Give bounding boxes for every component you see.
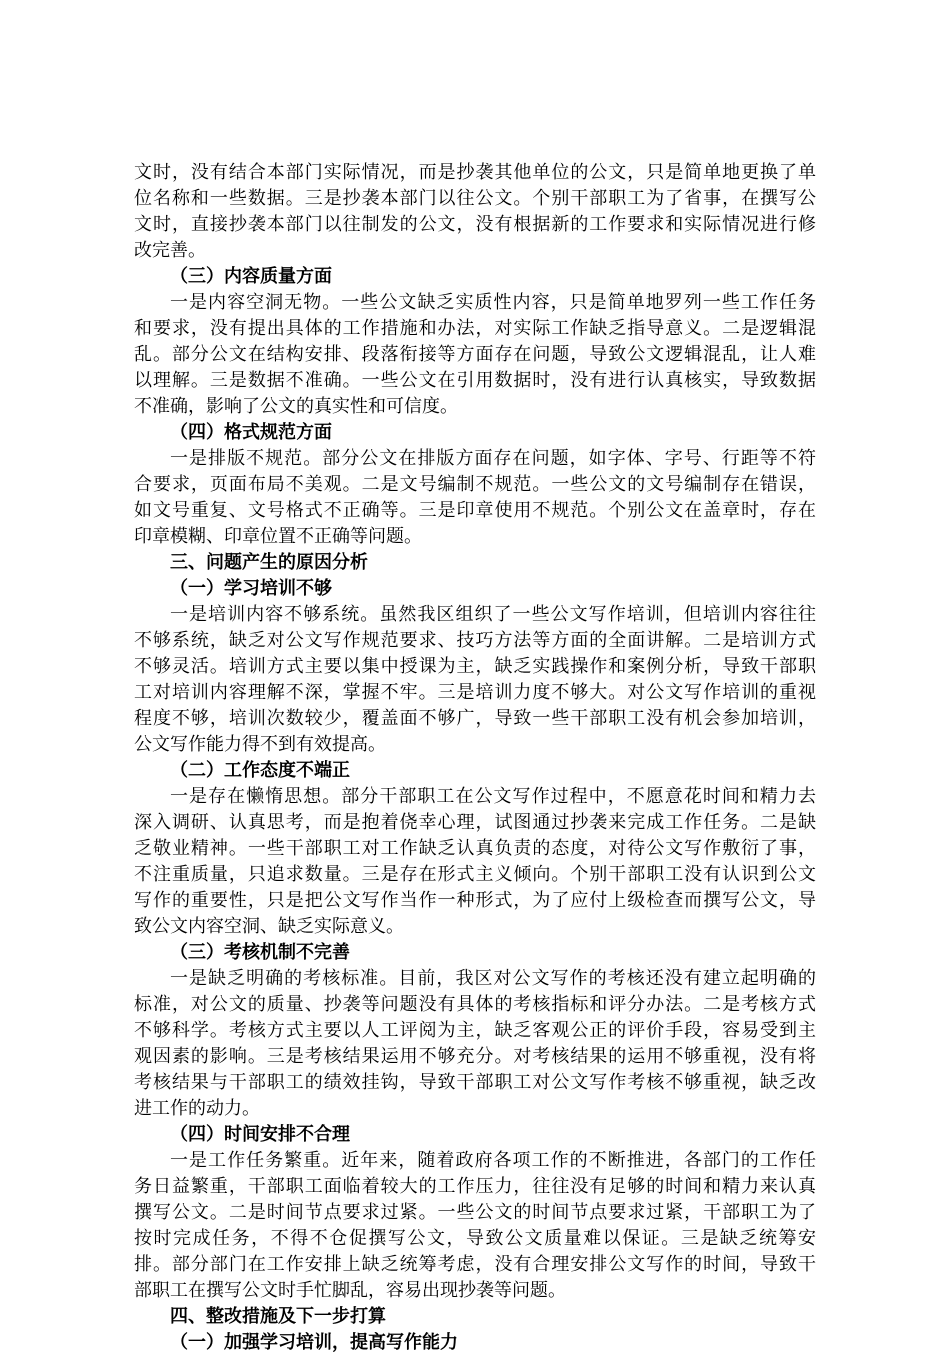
- text-line: 和要求，没有提出具体的工作措施和办法，对实际工作缺乏指导意义。二是逻辑混: [134, 318, 816, 339]
- text-line: 写作的重要性，只是把公文写作当作一种形式，为了应付上级检查而撰写公文，导: [134, 890, 816, 911]
- text-line: 进工作的动力。: [134, 1098, 260, 1119]
- text-line: 不够系统，缺乏对公文写作规范要求、技巧方法等方面的全面讲解。二是培训方式: [134, 630, 816, 651]
- section-heading: 三、问题产生的原因分析: [170, 552, 368, 573]
- text-line: 考核结果与干部职工的绩效挂钩，导致干部职工对公文写作考核不够重视，缺乏改: [134, 1072, 816, 1093]
- text-line: 公文写作能力得不到有效提高。: [134, 734, 386, 755]
- text-line: 文时，直接抄袭本部门以往制发的公文，没有根据新的工作要求和实际情况进行修: [134, 214, 816, 235]
- text-line: 乏敬业精神。一些干部职工对工作缺乏认真负责的态度，对待公文写作敷衍了事，: [134, 838, 816, 859]
- text-line: 不够科学。考核方式主要以人工评阅为主，缺乏客观公正的评价手段，容易受到主: [134, 1020, 816, 1041]
- text-line: 以理解。三是数据不准确。一些公文在引用数据时，没有进行认真核实，导致数据: [134, 370, 816, 391]
- section-heading: （一）加强学习培训，提高写作能力: [170, 1332, 458, 1353]
- paragraph: [134, 290, 816, 420]
- text-line: 程度不够，培训次数较少，覆盖面不够广，导致一些干部职工没有机会参加培训，: [134, 708, 816, 729]
- section-heading: （三）内容质量方面: [170, 266, 332, 287]
- section-heading: （三）考核机制不完善: [170, 942, 350, 963]
- section-heading: （四）格式规范方面: [170, 422, 332, 443]
- paragraph: [134, 784, 816, 940]
- text-line: 务日益繁重，干部职工面临着较大的工作压力，往往没有足够的时间和精力来认真: [134, 1176, 816, 1197]
- text-line: 印章模糊、印章位置不正确等问题。: [134, 526, 422, 547]
- text-line: 一是缺乏明确的考核标准。目前，我区对公文写作的考核还没有建立起明确的: [170, 968, 816, 989]
- text-line: 撰写公文。二是时间节点要求过紧。一些公文的时间节点要求过紧，干部职工为了: [134, 1202, 816, 1223]
- text-line: 一是存在懒惰思想。部分干部职工在公文写作过程中，不愿意花时间和精力去: [170, 786, 816, 807]
- text-line: 深入调研、认真思考，而是抱着侥幸心理，试图通过抄袭来完成工作任务。二是缺: [134, 812, 816, 833]
- paragraph: [134, 1148, 816, 1304]
- section-heading: 四、整改措施及下一步打算: [170, 1306, 386, 1327]
- paragraph: [134, 602, 816, 758]
- document-page: [134, 160, 816, 1356]
- text-line: 按时完成任务，不得不仓促撰写公文，导致公文质量难以保证。三是缺乏统筹安: [134, 1228, 816, 1249]
- text-line: 一是内容空洞无物。一些公文缺乏实质性内容，只是简单地罗列一些工作任务: [170, 292, 816, 313]
- text-line: 不准确，影响了公文的真实性和可信度。: [134, 396, 458, 417]
- text-line: 致公文内容空洞、缺乏实际意义。: [134, 916, 404, 937]
- paragraph: [134, 446, 816, 550]
- paragraph: [134, 966, 816, 1122]
- text-line: 一是培训内容不够系统。虽然我区组织了一些公文写作培训，但培训内容往往: [170, 604, 816, 625]
- text-line: 观因素的影响。三是考核结果运用不够充分。对考核结果的运用不够重视，没有将: [134, 1046, 816, 1067]
- text-line: 乱。部分公文在结构安排、段落衔接等方面存在问题，导致公文逻辑混乱，让人难: [134, 344, 816, 365]
- text-line: 标准，对公文的质量、抄袭等问题没有具体的考核指标和评分办法。二是考核方式: [134, 994, 816, 1015]
- text-line: 改完善。: [134, 240, 206, 261]
- section-heading: （四）时间安排不合理: [170, 1124, 350, 1145]
- text-line: 文时，没有结合本部门实际情况，而是抄袭其他单位的公文，只是简单地更换了单: [134, 162, 816, 183]
- text-line: 不够灵活。培训方式主要以集中授课为主，缺乏实践操作和案例分析，导致干部职: [134, 656, 816, 677]
- text-line: 部职工在撰写公文时手忙脚乱，容易出现抄袭等问题。: [134, 1280, 566, 1301]
- section-heading: （一）学习培训不够: [170, 578, 332, 599]
- text-line: 不注重质量，只追求数量。三是存在形式主义倾向。个别干部职工没有认识到公文: [134, 864, 816, 885]
- section-heading: （二）工作态度不端正: [170, 760, 350, 781]
- text-line: 位名称和一些数据。三是抄袭本部门以往公文。个别干部职工为了省事，在撰写公: [134, 188, 816, 209]
- text-line: 工对培训内容理解不深，掌握不牢。三是培训力度不够大。对公文写作培训的重视: [134, 682, 816, 703]
- text-line: 如文号重复、文号格式不正确等。三是印章使用不规范。个别公文在盖章时，存在: [134, 500, 816, 521]
- text-line: 排。部分部门在工作安排上缺乏统筹考虑，没有合理安排公文写作的时间，导致干: [134, 1254, 816, 1275]
- text-line: 一是工作任务繁重。近年来，随着政府各项工作的不断推进，各部门的工作任: [170, 1150, 816, 1171]
- text-line: 一是排版不规范。部分公文在排版方面存在问题，如字体、字号、行距等不符: [170, 448, 816, 469]
- text-line: 合要求，页面布局不美观。二是文号编制不规范。一些公文的文号编制存在错误，: [134, 474, 816, 495]
- paragraph: [134, 160, 816, 264]
